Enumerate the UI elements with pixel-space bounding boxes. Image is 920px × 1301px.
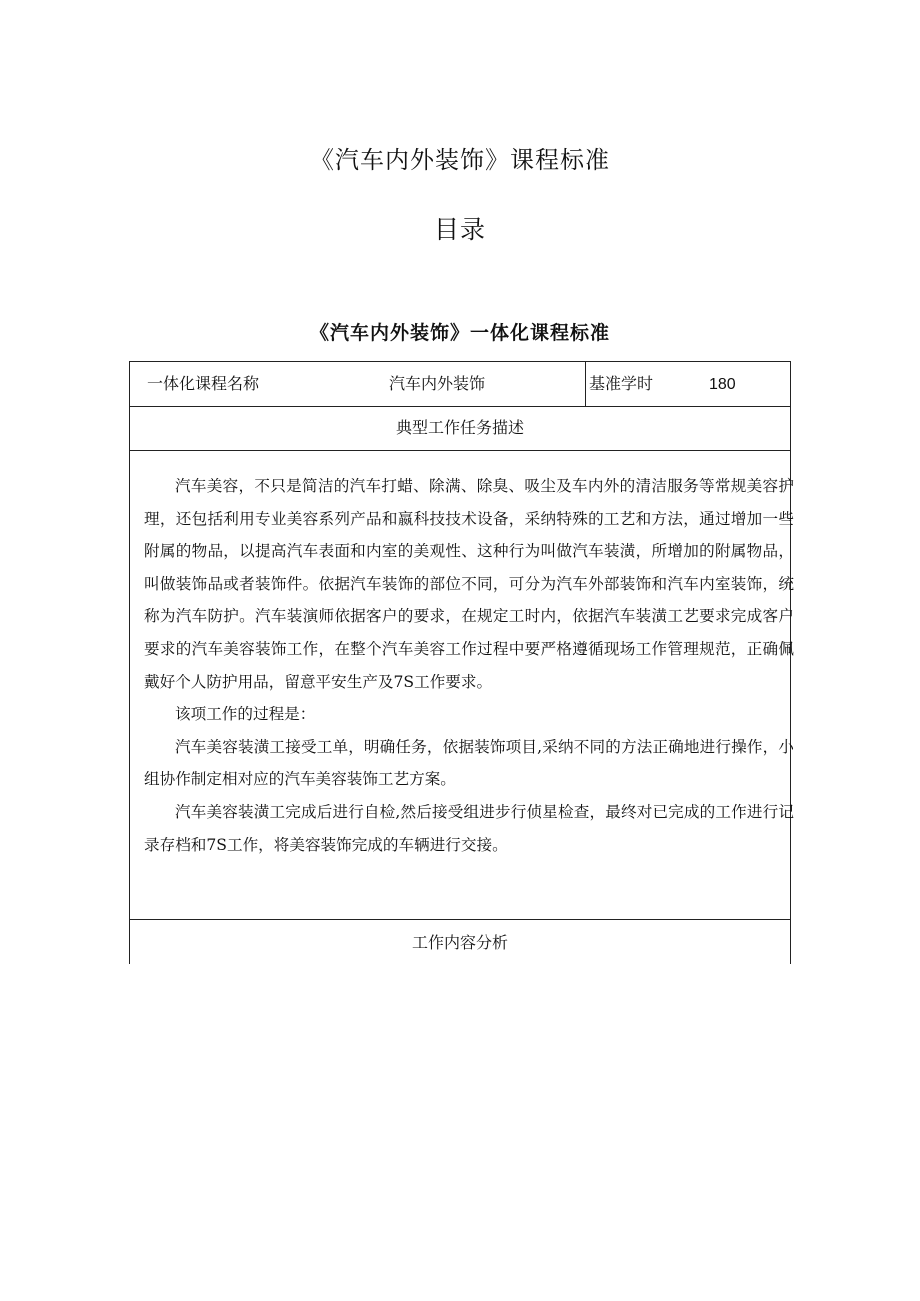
- table-row-divider: [129, 450, 791, 451]
- toc-heading: 目录: [433, 215, 486, 244]
- task-description-body: [144, 470, 794, 861]
- table-row-divider: [129, 406, 791, 407]
- course-name-label: 一体化课程名称: [147, 374, 260, 393]
- work-analysis-header: 工作内容分析: [411, 933, 508, 952]
- task-paragraph: 汽车美容装潢工接受工单，明确任务，依据装饰项目,采纳不同的方法正确地进行操作，小组协作制定相对应的汽车美容装饰工艺方案。: [144, 737, 794, 789]
- course-standard-subtitle: 《汽车内外装饰》一体化课程标准: [309, 322, 610, 344]
- task-description-header: 典型工作任务描述: [395, 418, 524, 437]
- table-border-left: [129, 361, 130, 964]
- table-column-divider: [585, 361, 586, 406]
- hours-label: 基准学时: [589, 374, 654, 393]
- task-paragraph: 汽车美容装潢工完成后进行自检,然后接受组进步行侦星检查，最终对已完成的工作进行记录存档和7S工作，将美容装饰完成的车辆进行交接。: [144, 802, 794, 854]
- document-title: 《汽车内外装饰》课程标准: [310, 146, 610, 174]
- course-name-value: 汽车内外装饰: [389, 374, 486, 393]
- table-border-top: [129, 361, 791, 362]
- task-paragraph: 该项工作的过程是：: [175, 705, 316, 724]
- hours-value: 180: [709, 376, 736, 393]
- table-row-divider: [129, 919, 791, 920]
- task-paragraph: 汽车美容，不只是简洁的汽车打蜡、除满、除臭、吸尘及车内外的清洁服务等常规美容护理，还包括利用专业美容系列产品和嬴科技技术设备，采纳特殊的工艺和方法，通过增加一些附属的物品，以提高汽车表面和内室的美观性、这种行为叫做汽车装潢，所增加的附属物品，叫做装饰品或者装饰件。依据汽车装饰的部位不同，可分为汽车外部装饰和汽车内室装饰，统称为汽车防护。汽车装演师依据客户的要求，在规定工时内，依据汽车装潢工艺要求完成客户要求的汽车美容装饰工作，在整个汽车美容工作过程中要严格遵循现场工作管理规范，正确佩戴好个人防护用品，留意平安生产及7S工作要求。: [144, 477, 794, 691]
